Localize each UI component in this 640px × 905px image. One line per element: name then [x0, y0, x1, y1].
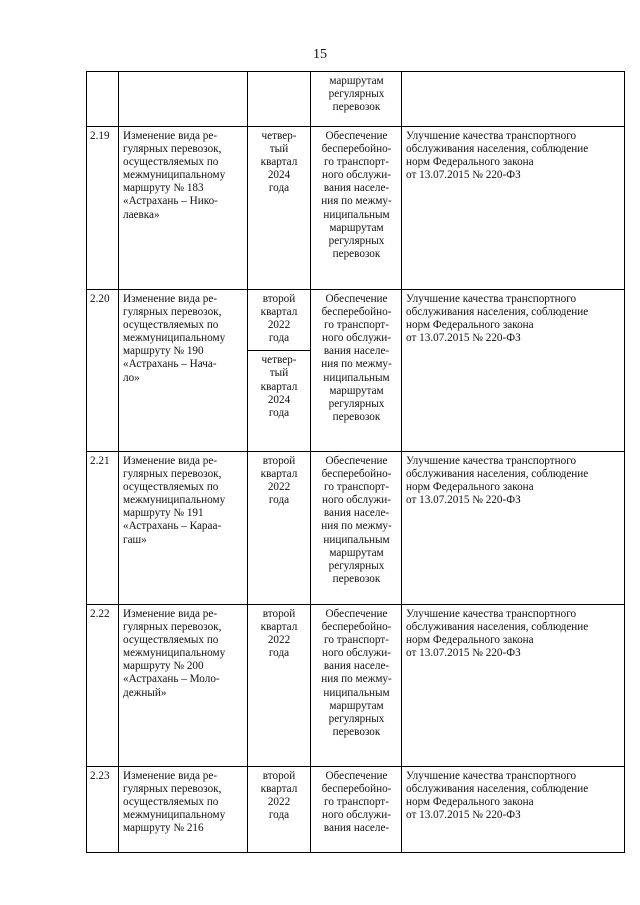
table-row: [87, 290, 625, 452]
cell-goal: [311, 127, 402, 290]
cell-reason-text: Улучшение качества транспортного обслуживания населения, соблюдение норм Федерального закона от 13.07.2015 № 220-ФЗ: [406, 608, 589, 660]
cell-goal: [311, 767, 402, 853]
cell-action: [119, 290, 248, 452]
cell-reason-text: Улучшение качества транспортного обслуживания населения, соблюдение норм Федерального закона от 13.07.2015 № 220-ФЗ: [406, 455, 589, 507]
cell-reason: [402, 605, 625, 767]
period-text: второй квартал 2022 года: [260, 455, 298, 507]
cell-action: [119, 127, 248, 290]
cell-period: [248, 767, 311, 853]
cell-goal-text: Обеспечение бесперебойно- го транспорт- ного обслужи- вания населе- ния по межму- ниципальным маршрутам регулярных перевозок: [321, 130, 392, 260]
table-row: [87, 452, 625, 605]
cell-action: [119, 605, 248, 767]
cell-number: [87, 767, 119, 853]
cell-period: [248, 290, 311, 452]
period-part: [248, 350, 310, 424]
cell-action-text: Изменение вида ре- гулярных перевозок, осуществляемых по межмуниципальному маршруту № 183 «Астрахань – Нико- лаевка»: [123, 130, 226, 221]
measures-table: [86, 71, 625, 853]
cell-action-text: Изменение вида ре- гулярных перевозок, осуществляемых по межмуниципальному маршруту № 191 «Астрахань – Караа- гаш»: [123, 455, 226, 546]
cell-goal-text: Обеспечение бесперебойно- го транспорт- ного обслужи- вания населе- ния по межму- ниципальным маршрутам регулярных перевозок: [321, 455, 392, 585]
continuation-row: [87, 72, 625, 127]
table-row: [87, 127, 625, 290]
cell-number-text: 2.19: [90, 130, 110, 142]
cell-goal-text: Обеспечение бесперебойно- го транспорт- ного обслужи- вания населе- ния по межму- ниципальным маршрутам регулярных перевозок: [321, 608, 392, 738]
cell-period: [248, 127, 311, 290]
cell-goal-text: Обеспечение бесперебойно- го транспорт- ного обслужи- вания населе-: [321, 770, 392, 835]
cell-number-text: 2.22: [90, 608, 110, 620]
table-row: [87, 767, 625, 853]
cell-number: [87, 72, 119, 127]
cell-goal: [311, 72, 402, 127]
period-part: [248, 290, 310, 350]
cell-number: [87, 605, 119, 767]
cell-reason: [402, 127, 625, 290]
cell-number: [87, 452, 119, 605]
cell-reason: [402, 72, 625, 127]
cell-period: [248, 72, 311, 127]
cell-reason: [402, 767, 625, 853]
cell-number: [87, 127, 119, 290]
page-number: 15: [313, 47, 327, 62]
cell-reason-text: Улучшение качества транспортного обслуживания населения, соблюдение норм Федерального закона от 13.07.2015 № 220-ФЗ: [406, 770, 589, 822]
goal-text: маршрутам регулярных перевозок: [328, 75, 385, 114]
cell-reason-text: Улучшение качества транспортного обслуживания населения, соблюдение норм Федерального закона от 13.07.2015 № 220-ФЗ: [406, 293, 589, 345]
cell-period: [248, 605, 311, 767]
cell-action: [119, 767, 248, 853]
cell-number-text: 2.23: [90, 770, 110, 782]
cell-reason: [402, 290, 625, 452]
cell-goal-text: Обеспечение бесперебойно- го транспорт- ного обслужи- вания населе- ния по межму- ниципальным маршрутам регулярных перевозок: [321, 293, 392, 423]
cell-number-text: 2.20: [90, 293, 110, 305]
cell-number-text: 2.21: [90, 455, 110, 467]
cell-reason: [402, 452, 625, 605]
period-text: второй квартал 2022 года: [260, 293, 298, 345]
cell-goal: [311, 452, 402, 605]
cell-action-text: Изменение вида ре- гулярных перевозок, осуществляемых по межмуниципальному маршруту № 200 «Астрахань – Моло- дежный»: [123, 608, 226, 699]
cell-goal: [311, 605, 402, 767]
cell-action: [119, 452, 248, 605]
cell-action-text: Изменение вида ре- гулярных перевозок, осуществляемых по межмуниципальному маршруту № 190 «Астрахань – Нача- ло»: [123, 293, 226, 384]
cell-number: [87, 290, 119, 452]
period-text: второй квартал 2022 года: [260, 770, 298, 822]
period-text: второй квартал 2022 года: [260, 608, 298, 660]
table-row: [87, 605, 625, 767]
cell-action: [119, 72, 248, 127]
period-text: четвер- тый квартал 2024 года: [260, 354, 298, 419]
cell-reason-text: Улучшение качества транспортного обслуживания населения, соблюдение норм Федерального закона от 13.07.2015 № 220-ФЗ: [406, 130, 589, 182]
period-text: четвер- тый квартал 2024 года: [260, 130, 298, 195]
cell-period: [248, 452, 311, 605]
cell-goal: [311, 290, 402, 452]
cell-action-text: Изменение вида ре- гулярных перевозок, осуществляемых по межмуниципальному маршруту № 216: [123, 770, 226, 835]
